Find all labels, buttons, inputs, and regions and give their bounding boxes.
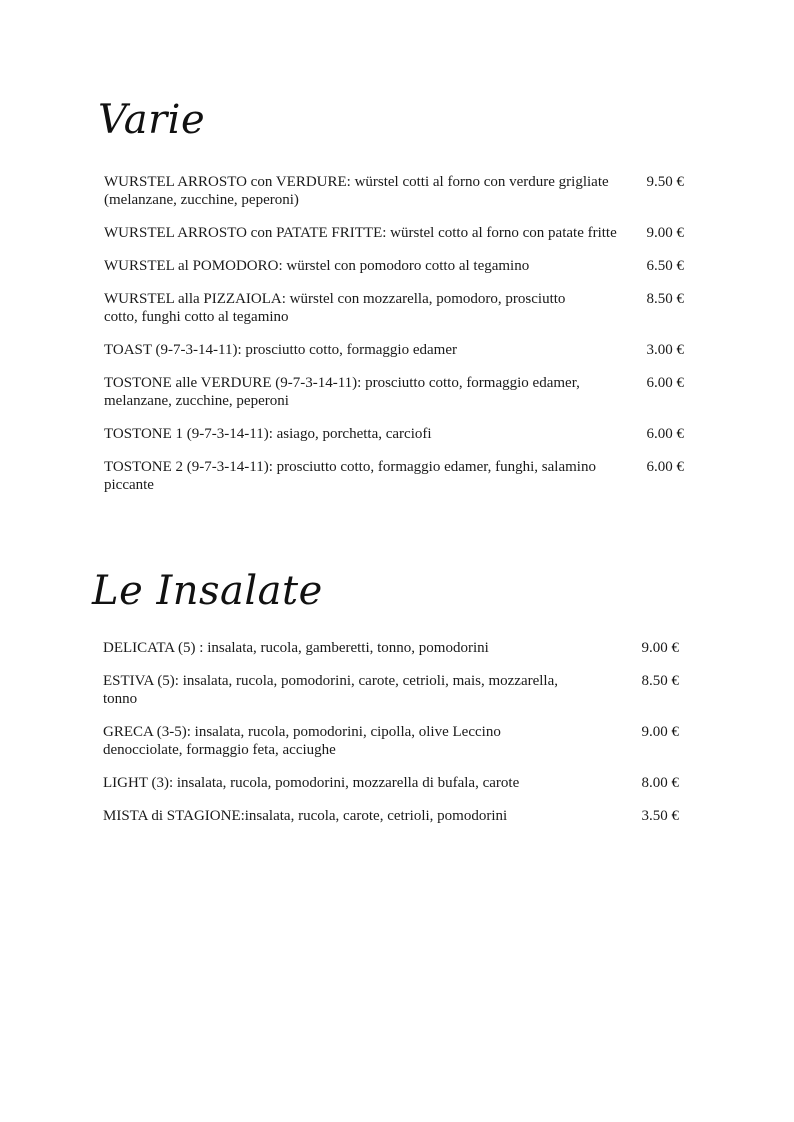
item-price: 6.50 € [646,258,684,274]
item-description: MISTA di STAGIONE:insalata, rucola, carote, cetrioli, pomodorini [103,808,508,824]
item-price: 8.50 € [646,291,684,307]
item-price: 9.50 € [646,174,684,190]
list-item [104,224,684,242]
item-price: 6.00 € [646,375,684,391]
menu-list [104,173,684,494]
item-description: TOSTONE 2 (9-7-3-14-11): prosciutto cotto, formaggio edamer, funghi, salamino piccante [104,459,596,493]
list-item [103,723,679,759]
item-description: GRECA (3-5): insalata, rucola, pomodorini, cipolla, olive Leccino denocciolate, formaggio feta, acciughe [103,724,501,758]
item-description: ESTIVA (5): insalata, rucola, pomodorini, carote, cetrioli, mais, mozzarella, tonno [103,673,558,707]
section-title: Varie [98,97,206,143]
item-description: TOSTONE alle VERDURE (9-7-3-14-11): prosciutto cotto, formaggio edamer, melanzane, zucchine, peperoni [104,375,580,409]
list-item [103,672,679,708]
item-description: DELICATA (5) : insalata, rucola, gamberetti, tonno, pomodorini [103,640,489,656]
item-description: TOSTONE 1 (9-7-3-14-11): asiago, porchetta, carciofi [104,426,432,442]
item-description: WURSTEL ARROSTO con VERDURE: würstel cotti al forno con verdure grigliate (melanzane, zucchine, peperoni) [104,174,609,208]
list-item [103,774,679,792]
list-item [104,173,684,209]
item-price: 8.00 € [641,775,679,791]
item-description: WURSTEL alla PIZZAIOLA: würstel con mozzarella, pomodoro, prosciutto cotto, funghi cotto al tegamino [104,291,566,325]
item-description: LIGHT (3): insalata, rucola, pomodorini, mozzarella di bufala, carote [103,775,520,791]
list-item [104,374,684,410]
item-description: WURSTEL ARROSTO con PATATE FRITTE: würstel cotto al forno con patate fritte [104,225,617,241]
list-item [104,341,684,359]
list-item [103,639,679,657]
item-price: 9.00 € [646,225,684,241]
list-item [103,807,679,825]
list-item [104,425,684,443]
item-price: 9.00 € [641,640,679,656]
menu-list [103,639,679,825]
item-price: 6.00 € [646,426,684,442]
item-price: 3.00 € [646,342,684,358]
list-item [104,257,684,275]
item-price: 9.00 € [641,724,679,740]
item-description: WURSTEL al POMODORO: würstel con pomodoro cotto al tegamino [104,258,530,274]
section-title: Le Insalate [92,568,323,614]
item-price: 3.50 € [641,808,679,824]
list-item [104,458,684,494]
item-price: 6.00 € [646,459,684,475]
list-item [104,290,684,326]
item-price: 8.50 € [641,673,679,689]
item-description: TOAST (9-7-3-14-11): prosciutto cotto, formaggio edamer [104,342,457,358]
